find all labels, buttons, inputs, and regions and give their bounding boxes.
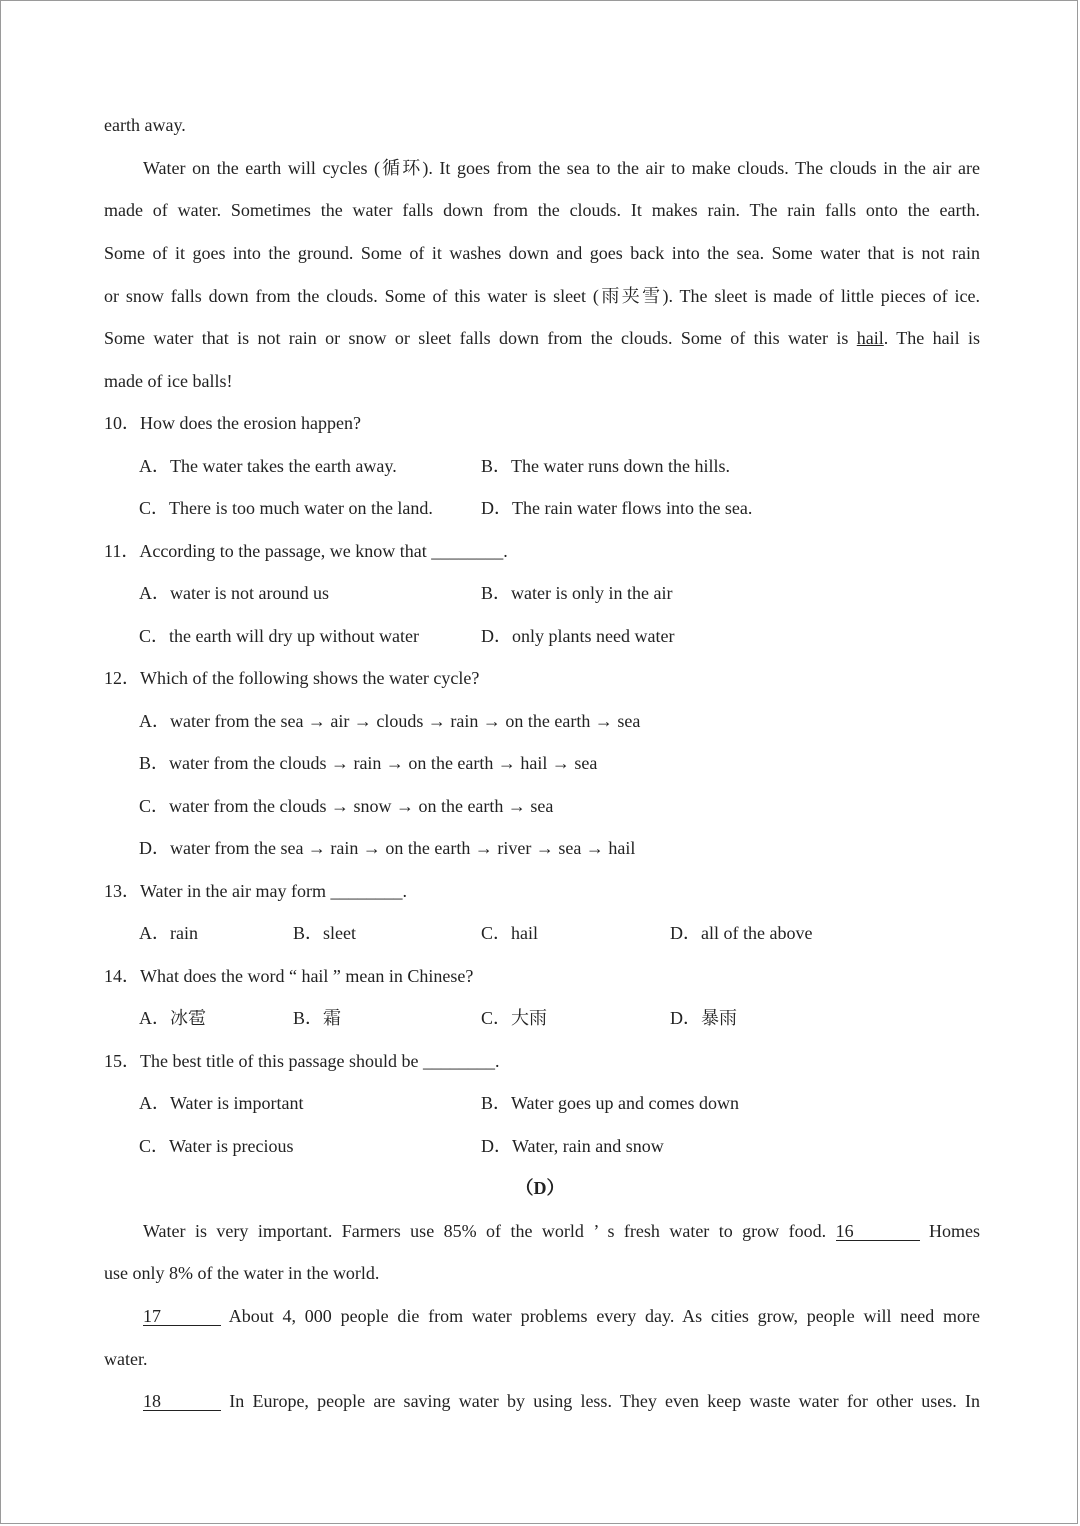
option-b: B．sleet — [293, 923, 356, 943]
passage-line: earth away. — [104, 115, 186, 135]
passage-text: About 4, 000 people die from water problems every day. As cities grow, people will need more — [228, 1306, 980, 1326]
option-d: D．water from the sea → rain → on the earth → river → sea → hail — [139, 838, 636, 858]
passage-line — [143, 1220, 980, 1242]
passage-text: Homes — [929, 1221, 981, 1241]
blank-16: 16 — [836, 1222, 920, 1241]
passage-line: or snow falls down from the clouds. Some of this water is sleet (雨夹雪). The sleet is made of little pieces of ice. — [104, 286, 980, 306]
option-c: C．大雨 — [481, 1008, 548, 1028]
option-d: D．The rain water flows into the sea. — [481, 498, 753, 518]
option-c: C．water from the clouds → snow → on the earth → sea — [139, 796, 554, 816]
option-a: A．rain — [139, 923, 198, 943]
passage-text: In Europe, people are saving water by using less. They even keep waste water for other uses. In — [229, 1391, 981, 1411]
question-stem: 10．How does the erosion happen? — [104, 413, 361, 433]
passage-text: Some water that is not rain or snow or sleet falls down from the clouds. Some of this water is — [104, 328, 849, 348]
passage-line: made of water. Sometimes the water falls down from the clouds. It makes rain. The rain falls onto the earth. — [104, 200, 980, 220]
option-a: A．water is not around us — [139, 583, 329, 603]
passage-line — [104, 327, 980, 349]
option-d: D．all of the above — [670, 923, 813, 943]
passage-line — [143, 1390, 980, 1412]
passage-line: Water on the earth will cycles (循环). It goes from the sea to the air to make clouds. The clouds in the air are — [143, 158, 980, 178]
question-stem: 14．What does the word “ hail ” mean in Chinese? — [104, 966, 474, 986]
option-a: A．Water is important — [139, 1093, 304, 1113]
passage-line: Some of it goes into the ground. Some of it washes down and goes back into the sea. Some water that is not rain — [104, 243, 980, 263]
question-stem: 11．According to the passage, we know that ________. — [104, 541, 508, 561]
option-d: D．Water, rain and snow — [481, 1136, 664, 1156]
passage-line: use only 8% of the water in the world. — [104, 1263, 380, 1283]
option-b: B．The water runs down the hills. — [481, 456, 730, 476]
option-c: C．Water is precious — [139, 1136, 294, 1156]
option-c: C．the earth will dry up without water — [139, 626, 419, 646]
option-a: A．冰雹 — [139, 1008, 206, 1028]
passage-line: water. — [104, 1349, 148, 1369]
section-heading: （D） — [515, 1178, 565, 1198]
option-b: B．Water goes up and comes down — [481, 1093, 739, 1113]
option-c: C．hail — [481, 923, 538, 943]
question-stem: 12．Which of the following shows the water cycle? — [104, 668, 480, 688]
option-a: A．water from the sea → air → clouds → rain → on the earth → sea — [139, 711, 641, 731]
passage-line: made of ice balls! — [104, 371, 233, 391]
option-b: B．water from the clouds → rain → on the earth → hail → sea — [139, 753, 598, 773]
option-d: D．暴雨 — [670, 1008, 737, 1028]
blank-18: 18 — [143, 1392, 221, 1411]
option-b: B．water is only in the air — [481, 583, 673, 603]
passage-text: Water is very important. Farmers use 85% of the world ’ s fresh water to grow food. — [143, 1221, 827, 1241]
option-a: A．The water takes the earth away. — [139, 456, 397, 476]
option-d: D．only plants need water — [481, 626, 675, 646]
hail-underlined-word: hail — [856, 328, 884, 348]
passage-line — [143, 1305, 980, 1327]
option-b: B．霜 — [293, 1008, 342, 1028]
blank-17: 17 — [143, 1307, 221, 1326]
option-c: C．There is too much water on the land. — [139, 498, 433, 518]
passage-text: . The hail is — [883, 328, 981, 348]
question-stem: 15．The best title of this passage should be ________. — [104, 1051, 500, 1071]
question-stem: 13．Water in the air may form ________. — [104, 881, 407, 901]
